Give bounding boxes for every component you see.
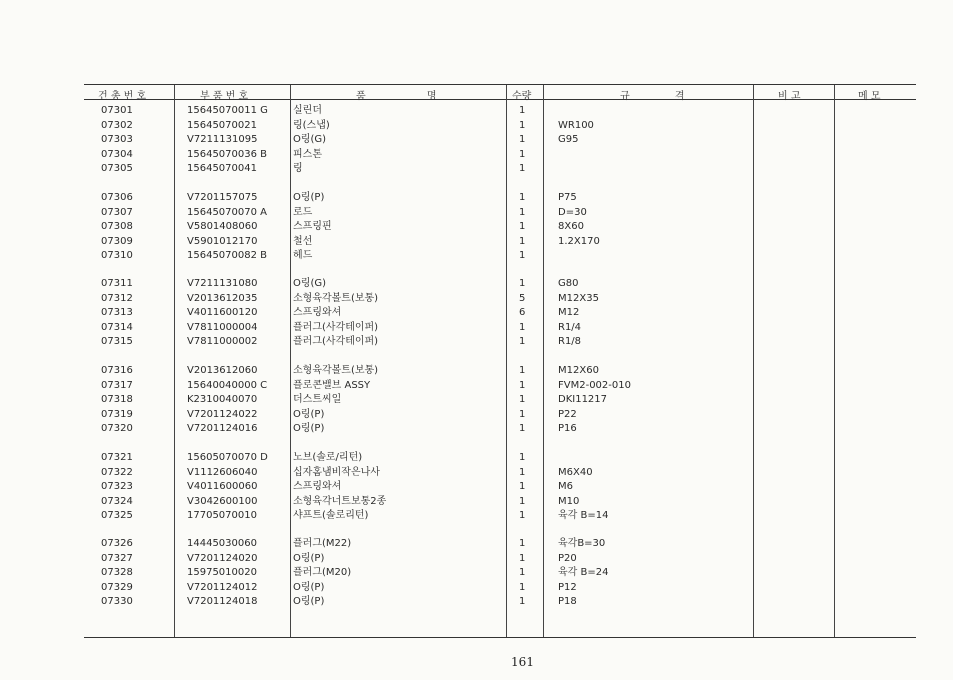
part-no-cell: 07321 [101,452,133,463]
spec-cell: P18 [558,596,577,608]
part-number-cell: V7811000002 [187,336,258,348]
item-name-cell: 플러그(M20) [293,567,352,579]
part-no-cell: 07318 [101,394,133,406]
quantity-cell: 1 [519,365,526,376]
table-row [0,133,953,147]
item-name-cell: 십자홈냄비작은나사 [293,466,380,478]
part-no-cell: 07310 [101,250,133,262]
item-name-cell: O링(P) [293,423,325,435]
item-name-cell: 소형육각볼트(보통) [293,292,379,304]
part-number-cell: 15645070011 G [187,105,268,116]
quantity-cell: 1 [519,192,526,203]
item-name-cell: 스프링핀 [293,221,332,233]
part-no-cell: 07330 [101,596,133,608]
header-memo: 메 모 [858,91,881,102]
item-name-cell: O링(P) [293,408,325,420]
item-name-cell: 철선 [293,235,313,247]
quantity-cell: 1 [519,552,526,564]
item-name-cell: 소형육각볼트(보통) [293,365,379,376]
quantity-cell: 1 [519,235,526,247]
spec-cell: M6 [558,481,573,493]
spec-cell: G80 [558,278,579,289]
quantity-cell: 1 [519,321,526,333]
table-row [0,148,953,162]
part-number-cell: V2013612060 [187,365,258,376]
part-no-cell: 07305 [101,163,133,175]
table-row [0,422,953,436]
item-name-cell: O링(P) [293,192,325,203]
part-no-cell: 07301 [101,105,133,116]
part-no-cell: 07324 [101,495,133,507]
spec-cell: 8X60 [558,221,584,233]
part-no-cell: 07315 [101,336,133,348]
quantity-cell: 5 [519,292,526,304]
quantity-cell: 1 [519,423,526,435]
spec-cell: M12X35 [558,292,599,304]
part-no-cell: 07319 [101,408,133,420]
item-name-cell: 더스트씨일 [293,394,342,406]
part-number-cell: 15975010020 [187,567,257,579]
spec-cell: P75 [558,192,577,203]
spec-cell: P12 [558,581,577,593]
item-name-cell: O링(P) [293,596,325,608]
table-row [0,451,953,465]
quantity-cell: 1 [519,596,526,608]
item-name-cell: O링(G) [293,134,327,146]
part-number-cell: 15645070082 B [187,250,268,262]
spec-cell: 육각 B=14 [558,510,609,522]
table-row [0,537,953,551]
header-part-number: 부 품 번 호 [200,91,249,102]
table-row [0,552,953,566]
quantity-cell: 1 [519,163,526,175]
part-no-cell: 07312 [101,292,133,304]
table-row [0,104,953,118]
quantity-cell: 1 [519,452,526,463]
spec-cell: M10 [558,495,580,507]
part-no-cell: 07309 [101,235,133,247]
spec-cell: P20 [558,552,577,564]
part-number-cell: V1112606040 [187,466,258,478]
quantity-cell: 1 [519,408,526,420]
part-number-cell: 17705070010 [187,510,257,522]
table-row [0,364,953,378]
part-number-cell: 14445030060 [187,538,257,549]
part-number-cell: V7201157075 [187,192,258,203]
item-name-cell: 스프링와셔 [293,307,342,319]
quantity-cell: 1 [519,481,526,493]
part-no-cell: 07317 [101,379,133,391]
table-row [0,292,953,306]
quantity-cell: 1 [519,394,526,406]
table-row [0,335,953,349]
spec-cell: FVM2-002-010 [558,379,631,391]
header-no: 건 총 번 호 [98,91,147,102]
spec-cell: M12X60 [558,365,599,376]
part-no-cell: 07314 [101,321,133,333]
part-number-cell: V7201124018 [187,596,258,608]
table-row [0,581,953,595]
header-spec: 규 격 [620,91,685,102]
quantity-cell: 1 [519,134,526,146]
part-number-cell: V2013612035 [187,292,258,304]
item-name-cell: 링(스냅) [293,119,330,131]
item-name-cell: O링(P) [293,552,325,564]
part-number-cell: 15640040000 C [187,379,268,391]
table-row [0,480,953,494]
table-row [0,206,953,220]
part-number-cell: V7811000004 [187,321,258,333]
part-no-cell: 07323 [101,481,133,493]
part-no-cell: 07326 [101,538,133,549]
table-row [0,408,953,422]
part-number-cell: V7201124016 [187,423,258,435]
part-number-cell: 15645070041 [187,163,257,175]
part-number-cell: V7211131080 [187,278,258,289]
table-row [0,306,953,320]
item-name-cell: 플러그(M22) [293,538,352,549]
part-number-cell: V5801408060 [187,221,258,233]
part-number-cell: V3042600100 [187,495,258,507]
part-no-cell: 07320 [101,423,133,435]
quantity-cell: 1 [519,538,526,549]
quantity-cell: 6 [519,307,526,319]
quantity-cell: 1 [519,581,526,593]
header-quantity: 수량 [512,91,532,102]
item-name-cell: 피스톤 [293,148,322,160]
part-no-cell: 07306 [101,192,133,203]
quantity-cell: 1 [519,119,526,131]
table-row [0,162,953,176]
spec-cell: DKI11217 [558,394,608,406]
item-name-cell: 플로콘밸브 ASSY [293,379,371,391]
spec-cell: 육각 B=24 [558,567,609,579]
part-number-cell: V7201124020 [187,552,258,564]
quantity-cell: 1 [519,148,526,160]
part-no-cell: 07329 [101,581,133,593]
part-no-cell: 07307 [101,206,133,218]
item-name-cell: O링(P) [293,581,325,593]
spec-cell: M6X40 [558,466,593,478]
part-no-cell: 07328 [101,567,133,579]
part-no-cell: 07304 [101,148,133,160]
item-name-cell: 헤드 [293,250,313,262]
part-number-cell: V7211131095 [187,134,258,146]
table-row [0,393,953,407]
table-row [0,466,953,480]
item-name-cell: O링(G) [293,278,327,289]
part-no-cell: 07325 [101,510,133,522]
spec-cell: 1.2X170 [558,235,600,247]
table-row [0,191,953,205]
table-row [0,595,953,609]
table-row [0,249,953,263]
quantity-cell: 1 [519,466,526,478]
quantity-cell: 1 [519,567,526,579]
item-name-cell: 실린더 [293,105,322,116]
part-number-cell: V7201124022 [187,408,258,420]
table-row [0,379,953,393]
part-no-cell: 07308 [101,221,133,233]
quantity-cell: 1 [519,206,526,218]
spec-cell: R1/8 [558,336,582,348]
quantity-cell: 1 [519,105,526,116]
spec-cell: P22 [558,408,577,420]
quantity-cell: 1 [519,336,526,348]
spec-cell: R1/4 [558,321,582,333]
table-row [0,119,953,133]
part-number-cell: V4011600060 [187,481,258,493]
table-row [0,321,953,335]
table-row [0,495,953,509]
table-row [0,509,953,523]
part-no-cell: 07322 [101,466,133,478]
quantity-cell: 1 [519,221,526,233]
item-name-cell: 로드 [293,206,313,218]
item-name-cell: 링 [293,163,303,175]
part-number-cell: K2310040070 [187,394,258,406]
top-rule [84,84,916,85]
item-name-cell: 소형육각너트보통2종 [293,495,387,507]
part-number-cell: 15645070021 [187,119,257,131]
quantity-cell: 1 [519,495,526,507]
header-item-name: 품 명 [356,91,437,102]
item-name-cell: 플러그(사각테이퍼) [293,336,379,348]
quantity-cell: 1 [519,510,526,522]
part-no-cell: 07311 [101,278,133,289]
part-number-cell: V7201124012 [187,581,258,593]
part-number-cell: 15605070070 D [187,452,268,463]
spec-cell: WR100 [558,119,594,131]
spec-cell: D=30 [558,206,587,218]
part-no-cell: 07302 [101,119,133,131]
part-no-cell: 07303 [101,134,133,146]
spec-cell: P16 [558,423,577,435]
table-row [0,566,953,580]
part-number-cell: V5901012170 [187,235,258,247]
part-no-cell: 07327 [101,552,133,564]
item-name-cell: 플러그(사각테이퍼) [293,321,379,333]
item-name-cell: 샤프트(솔로리턴) [293,510,369,522]
quantity-cell: 1 [519,379,526,391]
item-name-cell: 노브(솔로/리턴) [293,452,363,463]
part-number-cell: 15645070036 B [187,148,268,160]
spec-cell: M12 [558,307,580,319]
part-number-cell: 15645070070 A [187,206,268,218]
part-no-cell: 07316 [101,365,133,376]
table-bottom-rule [84,637,916,638]
table-row [0,235,953,249]
quantity-cell: 1 [519,250,526,262]
header-note: 비 고 [778,91,801,102]
table-row [0,277,953,291]
spec-cell: 육각B=30 [558,538,606,549]
part-number-cell: V4011600120 [187,307,258,319]
item-name-cell: 스프링와셔 [293,481,342,493]
part-no-cell: 07313 [101,307,133,319]
quantity-cell: 1 [519,278,526,289]
table-row [0,220,953,234]
spec-cell: G95 [558,134,579,146]
page-number: 161 [511,655,534,669]
